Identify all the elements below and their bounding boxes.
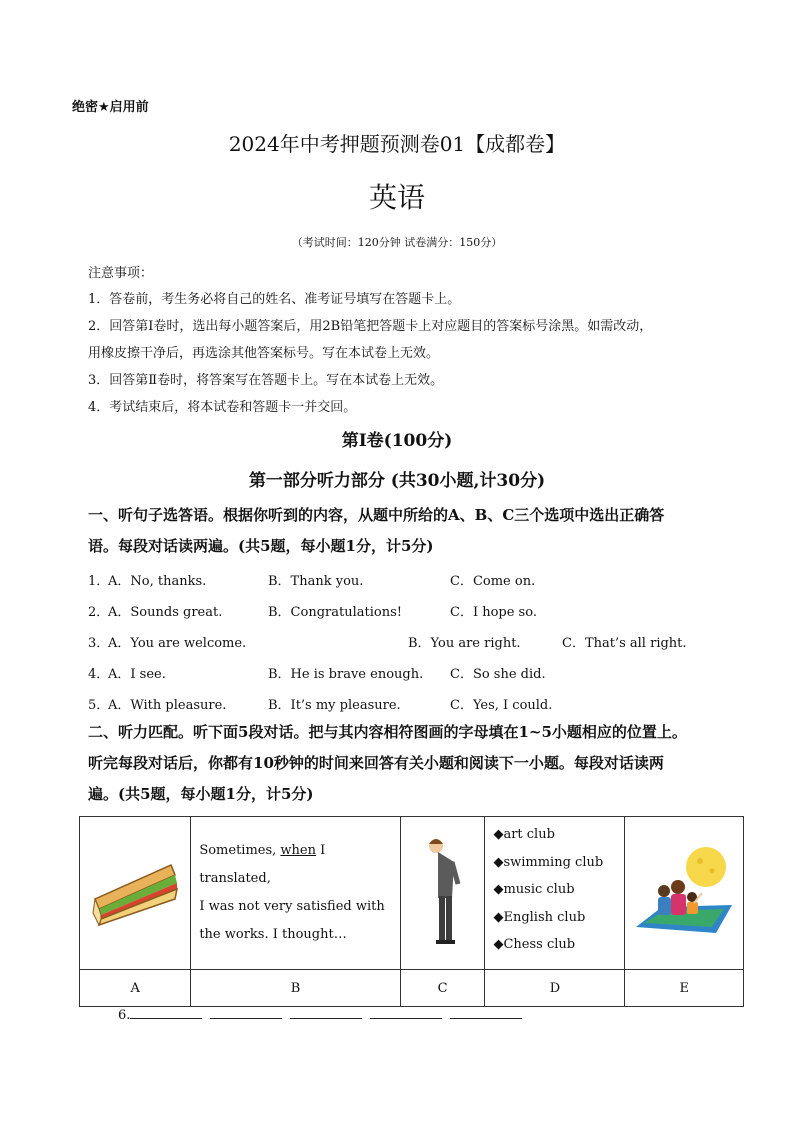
picture-b-cell [191,817,400,970]
question-row [88,663,728,681]
option-c: C．Yes, I could. [450,698,553,713]
club-item: ◆Chess club [493,937,576,952]
option-a: A．Sounds great. [108,605,223,620]
label-d: D [485,970,625,1007]
club-item: ◆swimming club [493,854,604,870]
notice-item: 1．答卷前，考生务必将自己的姓名、准考证号填写在答题卡上。 [88,292,461,307]
option-c: C．I hope so. [450,605,537,620]
bowing-man-icon [418,832,468,950]
notice-item: 用橡皮擦干净后，再选涂其他答案标号。写在本试卷上无效。 [88,346,440,361]
option-c: C．Come on. [450,574,536,589]
club-item: ◆art club [493,827,555,842]
question-number: 1． [88,574,110,589]
confidential-label: 绝密★启用前 [72,100,149,115]
question-number: 3． [88,636,110,651]
card-b-line2: I was not very satisfied with [199,899,385,914]
picture-d-cell [485,817,625,970]
family-moon-icon [632,841,736,941]
answer-blanks-row [118,1006,530,1023]
option-b: B．Thank you. [268,574,364,589]
card-b-text-post: I translated, [199,843,326,886]
sandwich-icon [89,855,181,927]
section1-instruction-line1: 一、听句子选答语。根据你听到的内容，从题中所给的A、B、C三个选项中选出正确答 [88,506,665,524]
section2-instruction-line3: 遍。(共5题，每小题1分，计5分) [88,785,314,803]
option-b: B．You are right. [408,636,521,651]
picture-a-cell [80,817,191,970]
label-c: C [400,970,485,1007]
question-row [88,694,728,712]
club-item: ◆English club [493,909,586,925]
question-row [88,632,728,650]
answer-blank[interactable] [130,1006,202,1019]
card-b-line3: the works. I thought… [199,927,347,942]
subject-title: 英语 [368,181,425,214]
section1-instruction-line2: 语。每段对话读两遍。(共5题，每小题1分，计5分) [88,537,434,555]
answer-blank[interactable] [450,1006,522,1019]
picture-e-cell [625,817,744,970]
exam-title: 2024年中考押题预测卷01【成都卷】 [228,132,566,156]
section2-instruction-line2: 听完每段对话后，你都有10秒钟的时间来回答有关小题和阅读下一小题。每段对话读两 [88,754,664,772]
exam-info: （考试时间：120分钟 试卷满分：150分） [291,236,503,249]
question-number: 2． [88,605,110,620]
notice-item: 4．考试结束后，将本试卷和答题卡一并交回。 [88,400,357,415]
card-b-text-pre: Sometimes, [199,843,281,858]
question-row [88,570,728,588]
answer-blank[interactable] [370,1006,442,1019]
answer-blank[interactable] [290,1006,362,1019]
card-b-underlined-word: when [280,843,316,858]
label-b: B [191,970,400,1007]
option-b: B．He is brave enough. [268,667,424,682]
option-c: C．That’s all right. [562,636,687,651]
club-item: ◆music club [493,882,575,897]
option-a: A．With pleasure. [108,698,227,713]
label-e: E [625,970,744,1007]
question-row [88,601,728,619]
option-c: C．So she did. [450,667,546,682]
question-number: 5． [88,698,110,713]
volume-title: 第Ⅰ卷(100分) [341,431,453,451]
notice-item: 3．回答第Ⅱ卷时，将答案写在答题卡上。写在本试卷上无效。 [88,373,444,388]
option-a: A．I see. [108,667,166,682]
option-a: A．No, thanks. [108,574,207,589]
section2-instruction-line1: 二、听力匹配。听下面5段对话。把与其内容相符图画的字母填在1~5小题相应的位置上。 [88,723,687,741]
matching-table [79,816,744,1007]
notice-title: 注意事项： [88,266,154,281]
part-title: 第一部分听力部分 (共30小题,计30分) [248,471,546,491]
question-number: 4． [88,667,110,682]
picture-c-cell [400,817,485,970]
answer-prefix: 6. [118,1008,131,1023]
option-b: B．It’s my pleasure. [268,698,401,713]
option-b: B．Congratulations! [268,605,402,620]
notice-item: 2．回答第Ⅰ卷时，选出每小题答案后，用2B铅笔把答题卡上对应题目的答案标号涂黑。如需改动， [88,319,653,334]
option-a: A．You are welcome. [108,636,247,651]
label-a: A [80,970,191,1007]
answer-blank[interactable] [210,1006,282,1019]
